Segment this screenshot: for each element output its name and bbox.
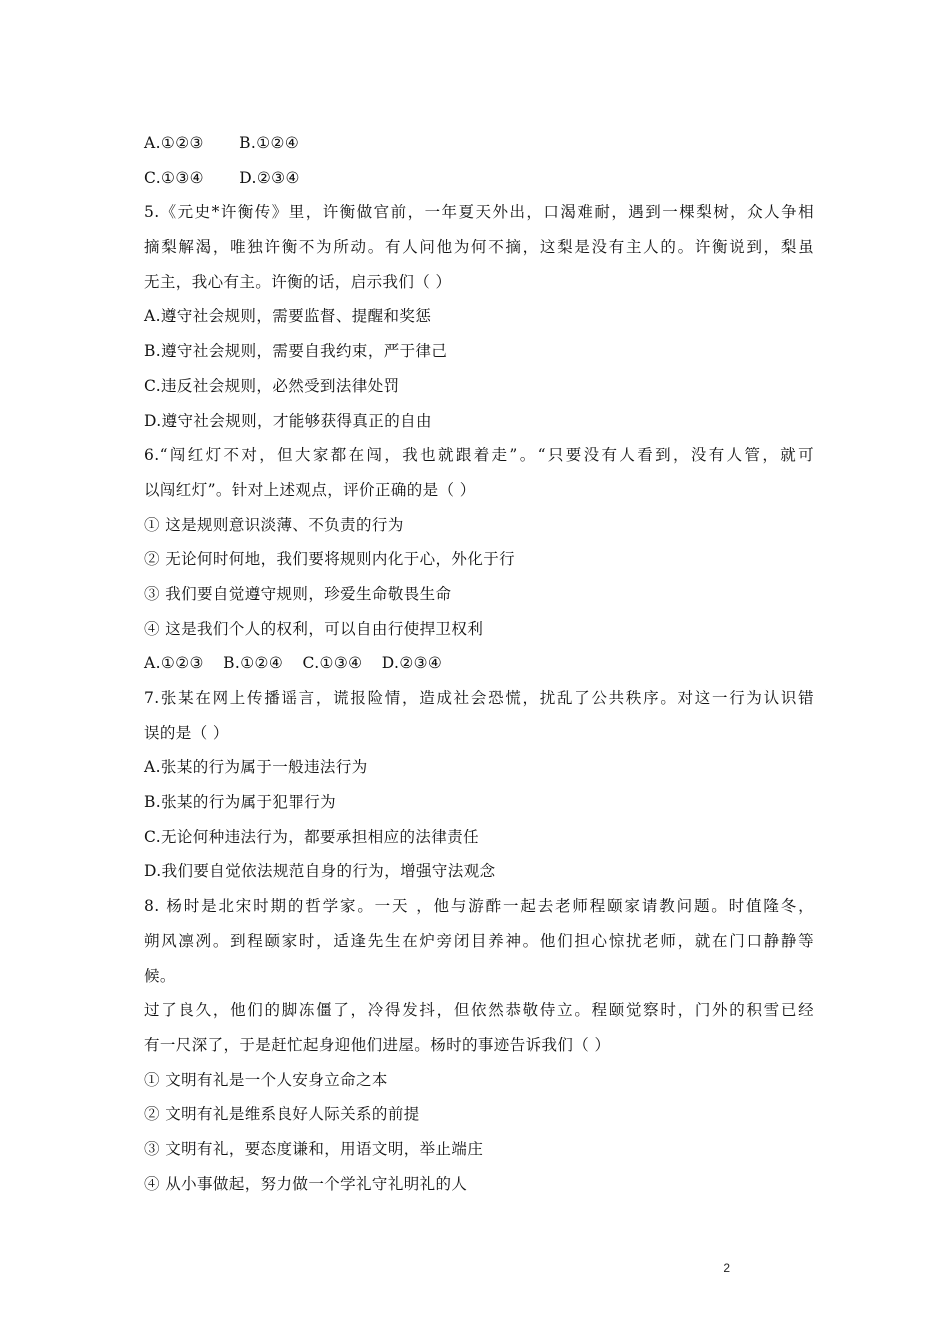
q5-stem-line-3: 无主，我心有主。许衡的话，启示我们（ ） (144, 272, 452, 291)
q8-statement-1: ① 文明有礼是一个人安身立命之本 (144, 1070, 388, 1089)
q4-option-c: C.①③④ (144, 168, 204, 187)
q6-stem-line-1: 6.“闯红灯不对，但大家都在闯，我也就跟着走”。“只要没有人看到，没有人管，就可 (144, 446, 814, 465)
q7-option-b: B.张某的行为属于犯罪行为 (144, 793, 337, 812)
q5-stem-line-2: 摘梨解渴，唯独许衡不为所动。有人问他为何不摘，这梨是没有主人的。许衡说到，梨虽 (144, 238, 814, 257)
q6-option-c: C.①③④ (302, 654, 363, 673)
q8-stem-line-3: 候。 (144, 966, 176, 985)
q5-option-a: A.遵守社会规则，需要监督、提醒和奖惩 (144, 307, 432, 326)
q6-statement-2: ② 无论何时何地，我们要将规则内化于心，外化于行 (144, 550, 516, 569)
q6-statement-4: ④ 这是我们个人的权利，可以自由行使捍卫权利 (144, 619, 484, 638)
q7-stem-line-1: 7.张某在网上传播谣言，谎报险情，造成社会恐慌，扰乱了公共秩序。对这一行为认识错 (144, 689, 814, 707)
q5-option-c: C.违反社会规则，必然受到法律处罚 (144, 376, 400, 395)
q6-statement-3: ③ 我们要自觉遵守规则，珍爱生命敬畏生命 (144, 584, 452, 603)
q4-option-d: D.②③④ (239, 168, 300, 187)
q7-option-d: D.我们要自觉依法规范自身的行为，增强守法观念 (144, 862, 496, 881)
q8-stem-line-4: 过了良久，他们的脚冻僵了，冷得发抖，但依然恭敬侍立。程颐觉察时，门外的积雪已经 (144, 1001, 814, 1020)
q8-stem-line-2: 朔风凛冽。到程颐家时，适逢先生在炉旁闭目养神。他们担心惊扰老师，就在门口静静等 (144, 931, 814, 950)
q8-statement-2: ② 文明有礼是维系良好人际关系的前提 (144, 1105, 420, 1124)
q4-option-b: B.①②④ (239, 134, 300, 152)
q6-options-row (144, 646, 814, 681)
q6-stem-line-2: 以闯红灯”。针对上述观点，评价正确的是（ ） (144, 480, 476, 499)
q8-stem-line-1: 8. 杨时是北宋时期的哲学家。一天 ，他与游酢一起去老师程颐家请教问题。时值隆冬， (144, 897, 814, 916)
q7-option-a: A.张某的行为属于一般违法行为 (144, 758, 368, 777)
page-number: 2 (723, 1261, 730, 1275)
q8-statement-4: ④ 从小事做起，努力做一个学礼守礼明礼的人 (144, 1174, 468, 1193)
q4-option-a: A.①②③ (144, 134, 204, 152)
q7-option-c: C.无论何种违法行为，都要承担相应的法律责任 (144, 827, 480, 846)
q5-option-d: D.遵守社会规则，才能够获得真正的自由 (144, 411, 432, 430)
q5-option-b: B.遵守社会规则，需要自我约束，严于律己 (144, 342, 448, 361)
q6-statement-1: ① 这是规则意识淡薄、不负责的行为 (144, 515, 404, 534)
q8-stem-line-5: 有一尺深了，于是赶忙起身迎他们进屋。杨时的事迹告诉我们（ ） (144, 1035, 611, 1054)
q6-option-b: B.①②④ (223, 654, 284, 673)
q6-option-d: D.②③④ (381, 654, 443, 673)
q8-statement-3: ③ 文明有礼，要态度谦和，用语文明，举止端庄 (144, 1139, 484, 1158)
q4-options-row-2 (144, 161, 814, 196)
page-content (144, 126, 814, 1201)
q4-options-row-1 (144, 126, 814, 161)
q6-option-a: A.①②③ (144, 654, 204, 673)
q7-stem-line-2: 误的是（ ） (144, 723, 229, 742)
q5-stem-line-1: 5.《元史*许衡传》里，许衡做官前，一年夏天外出，口渴难耐，遇到一棵梨树，众人争相 (144, 203, 814, 222)
